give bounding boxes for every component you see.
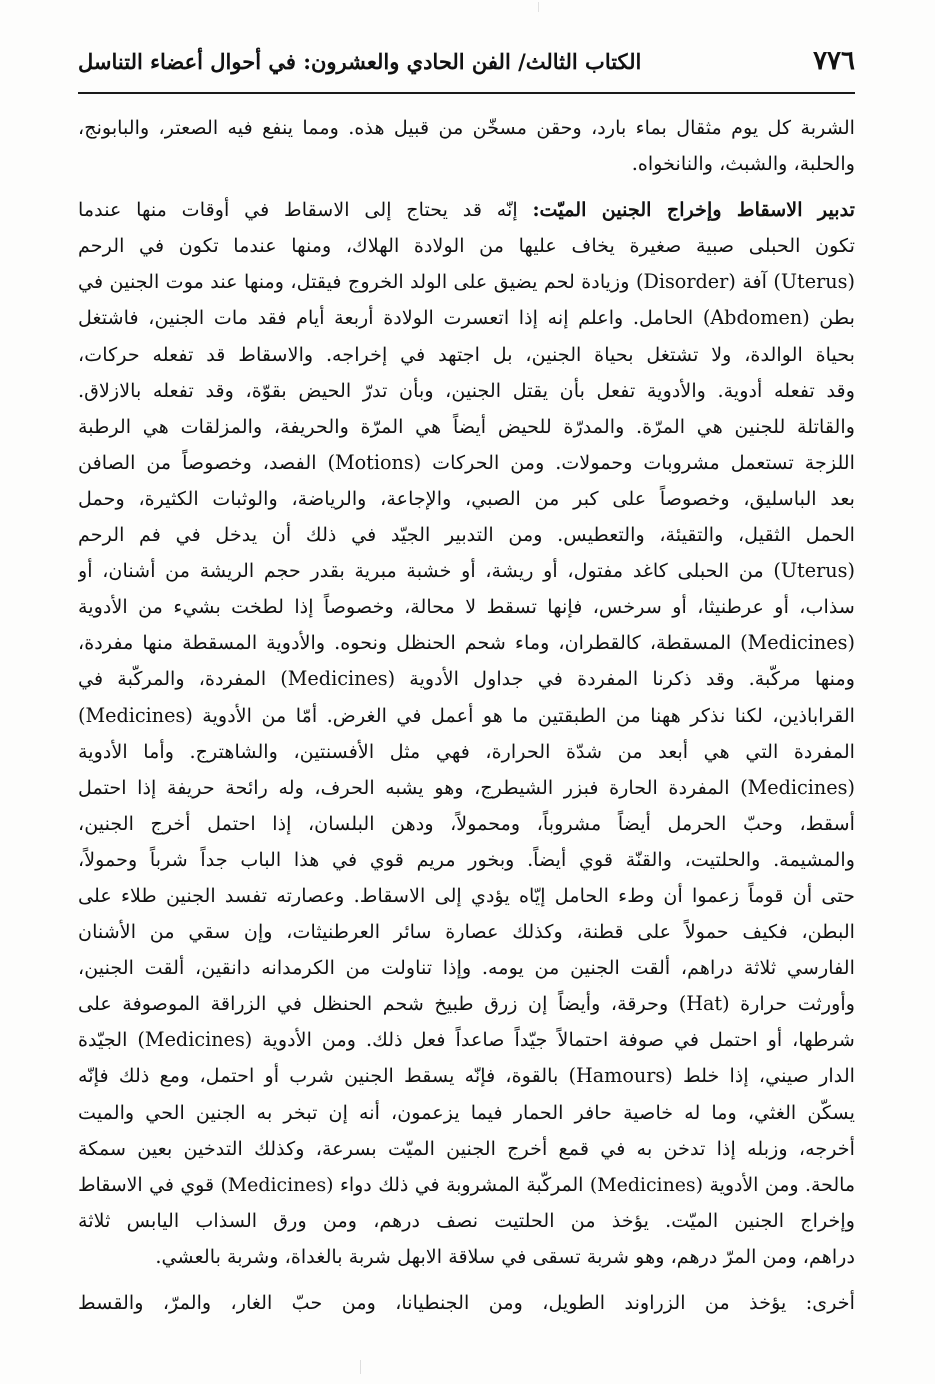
- paragraph-2: [78, 192, 855, 1275]
- text-line: الحمل الثقيل، والتقيئة، والتعطيس. ومن التدبير الجيّد في ذلك أن يدخل في فم الرحم: [78, 523, 855, 547]
- paragraph-1: [78, 110, 855, 182]
- text-line: المفردة التي هي أبعد من شدّة الحرارة، فهي مثل الأفسنتين، والشاهترج. وأما الأدوية: [78, 739, 855, 763]
- text-line: يسكّن الغثي، وما له خاصية حافر الحمار فيما يزعمون، أنه إن تبخر به الجنين الحي والميت: [78, 1100, 855, 1124]
- text-run: إنّه قد يحتاج إلى الاسقاط في أوقات منها عندما: [78, 198, 518, 222]
- text-line: ومنها مركّبة. وقد ذكرنا المفردة في جداول الأدوية (Medicines) المفردة، والمركّبة في: [78, 667, 855, 691]
- text-line: [78, 192, 855, 228]
- text-line: والحلبة، والشبث، والنانخواه.: [631, 152, 855, 176]
- text-line: وقد تفعله أدوية. والأدوية تفعل بأن يقتل الجنين، وبأن تدرّ الحيض بقوّة، وقد تفعله بالازلاق.: [78, 378, 855, 402]
- text-line: (Medicines) المسقطة، كالقطران، وماء شحم الحنظل ونحوه. والأدوية المسقطة منها مفردة،: [78, 631, 855, 655]
- running-title: الكتاب الثالث/ الفن الحادي والعشرون: في أحوال أعضاء التناسل: [78, 48, 642, 74]
- page-header: [78, 38, 855, 84]
- paragraph-3: [78, 1285, 855, 1321]
- text-line: بحياة الوالدة، ولا تشتغل بحياة الجنين، بل اجتهد في إخراجه. والاسقاط قد تفعله حركات،: [78, 342, 855, 366]
- text-line: (Uterus) آفة (Disorder) وزيادة لحم يضيق على الولد الخروج فيقتل، ومنها عند موت الجنين في: [78, 270, 855, 294]
- text-line: حتى أن قوماً زعموا أن وطء الحامل إيّاه يؤدي إلى الاسقاط. وعصارته تفسد الجنين طلاء على: [78, 883, 855, 907]
- text-line: سذاب، أو عرطنيثا، أو سرخس، فإنها تسقط لا محالة، وخصوصاً إذا لطخت بشيء من الأدوية: [78, 595, 855, 619]
- text-line: وإخراج الجنين الميّت. يؤخذ من الحلتيت نصف درهم، ومن ورق السذاب اليابس ثلاثة: [78, 1208, 855, 1232]
- text-line: الدار صيني، إذا خلط (Hamours) بالقوة، فإنّه يسقط الجنين شرب أو احتمل، ومع ذلك فإنّه: [78, 1064, 855, 1088]
- paragraph-gap: [78, 1275, 855, 1285]
- paragraph-gap: [78, 182, 855, 192]
- body-text: [78, 110, 855, 1321]
- text-line: بعد الباسليق، وخصوصاً على كبر من الصبي، والإجاعة، والرياضة، والوثبات الكثيرة، وحمل: [78, 486, 855, 510]
- text-line: والمشيمة. والحلتيت، والقنّة قوي أيضاً. وبخور مريم قوي في هذا الباب جداً شرباً وحمولاً،: [78, 847, 855, 871]
- text-line: مالحة. ومن الأدوية (Medicines) المركّبة المشروبة في ذلك دواء (Medicines) قوي في الاسقاط: [78, 1173, 855, 1196]
- text-line: تكون الحبلى صبية صغيرة يخاف عليها من الولادة الهلاك، ومنها عندما تكون في الرحم: [78, 234, 855, 258]
- scan-artifact-bottom: [360, 1360, 371, 1374]
- text-line: وأورثت حرارة (Hat) وحرقة، وأيضاً إن زرق طبيخ شحم الحنظل في الزراقة الموصوفة على: [78, 992, 855, 1016]
- text-line: والقاتلة للجنين هي المرّة. والمدرّة للحيض أيضاً هي المرّة والحريفة، والمزلقات هي الرطبة: [78, 414, 855, 438]
- text-line: البطن، فكيف حمولاً على قطنة، وكذلك عصارة سائر العرطنيثات، وإن سقي من الأشنان: [78, 920, 855, 944]
- header-rule: [78, 92, 855, 94]
- text-line: أخرى: يؤخذ من الزراوند الطويل، ومن الجنطيانا، ومن حبّ الغار، والمرّ، والقسط: [78, 1291, 855, 1314]
- text-line: أخرجه، وزبله إذا تدخن به في قمع أخرج الجنين الميّت بسرعة، وكذلك التدخين بعين سمكة: [78, 1136, 855, 1160]
- text-line: القراباذين، لكنا نذكر ههنا من الطبقتين ما هو أعمل في الغرض. أمّا من الأدوية (Medicines): [78, 703, 855, 727]
- text-line: أسقط، وحبّ الحرمل أيضاً مشروباً، ومحمولاً، ودهن البلسان، إذا احتمل أخرج الجنين،: [78, 811, 855, 835]
- page-number: ٧٧٦: [813, 46, 855, 76]
- text-line: (Uterus) من الحبلى كاغد مفتول، أو ريشة، أو خشبة مبرية بقدر حجم الريشة من أشنان، أو: [78, 559, 855, 583]
- text-line: دراهم، ومن المرّ درهم، وهو شربة تسقى في سلاقة الابهل شربة بالغداة، وشربة بالعشي.: [155, 1244, 855, 1268]
- section-heading: تدبير الاسقاط وإخراج الجنين الميّت:: [532, 198, 855, 222]
- text-line: الشربة كل يوم مثقال بماء بارد، وحقن مسخّن من قبيل هذه. ومما ينفع فيه الصعتر، والبابونج،: [78, 116, 855, 139]
- text-line: (Medicines) المفردة الحارة فبزر الشيطرج، وهو يشبه الحرف، وله رائحة حريفة إذا احتمل: [78, 775, 855, 799]
- scan-artifact-top: [538, 2, 547, 12]
- text-line: بطن (Abdomen) الحامل. واعلم إنه إذا اتعسرت الولادة أربعة أيام فقد مات الجنين، فاشتغل: [78, 306, 855, 330]
- text-line: اللزجة تستعمل مشروبات وحمولات. ومن الحركات (Motions) الفصد، وخصوصاً من الصافن: [78, 450, 855, 474]
- text-line: الفارسي ثلاثة دراهم، ألقت الجنين من يومه. وإذا تناولت من الكرمدانه دانقين، ألقت الجنين،: [78, 956, 855, 980]
- text-line: شرطها، أو احتمل في صوفة احتمالاً جيّداً صاعداً فعل ذلك. ومن الأدوية (Medicines) الجيّدة: [78, 1028, 855, 1052]
